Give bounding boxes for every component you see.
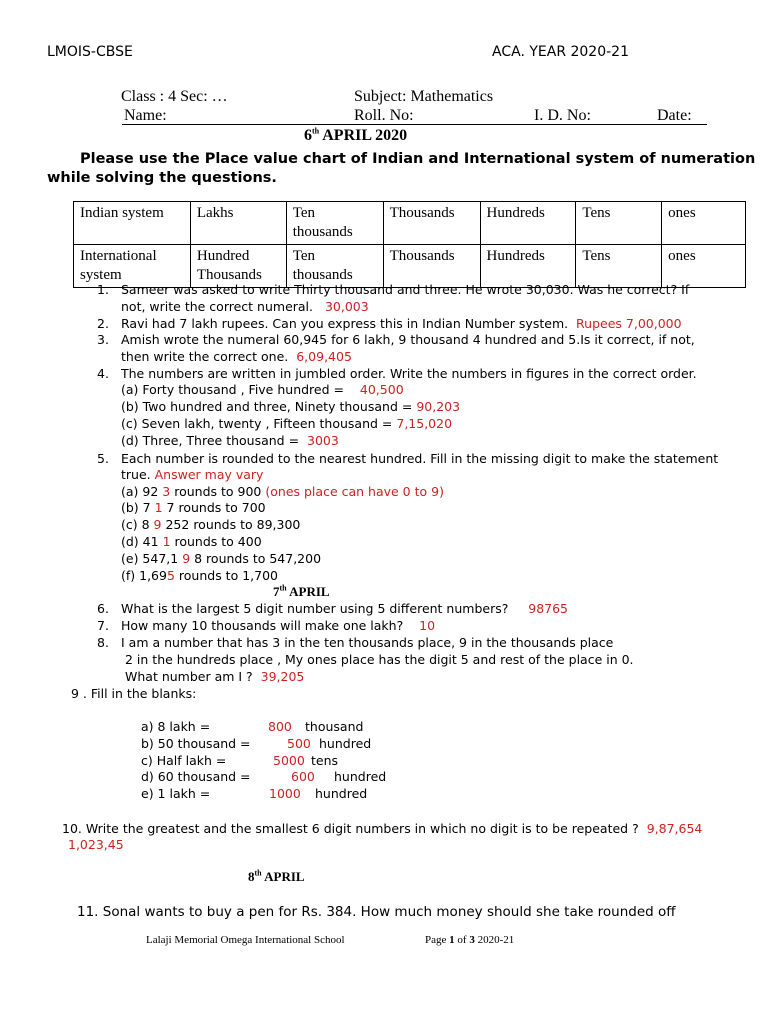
answer: 3003 bbox=[307, 433, 339, 448]
answer: 9 bbox=[153, 517, 162, 532]
footer-page-number: Page 1 of 3 2020-21 bbox=[425, 934, 515, 946]
roll-label: Roll. No: bbox=[354, 107, 414, 124]
answer: 9 bbox=[182, 551, 191, 566]
question-3-cont: then write the correct one. 6,09,405 bbox=[121, 349, 352, 364]
question-10: 10. Write the greatest and the smallest 6 digit numbers in which no digit is to be repeated ? 9,87,654 bbox=[62, 821, 703, 836]
answer: 98765 bbox=[528, 601, 569, 616]
question-2: 2. Ravi had 7 lakh rupees. Can you express this in Indian Number system. Rupees 7,00,000 bbox=[97, 316, 682, 331]
place-value-table bbox=[73, 201, 746, 288]
question-4c: (c) Seven lakh, twenty , Fifteen thousand = 7,15,020 bbox=[121, 416, 453, 431]
question-5e: (e) 547,1 9 8 rounds to 547,200 bbox=[121, 551, 322, 566]
table-cell: Tens bbox=[576, 202, 662, 245]
instruction-line-1: Please use the Place value chart of Indian and International system of numeration bbox=[80, 151, 756, 167]
table-cell: Thousands bbox=[383, 245, 480, 288]
question-6: 6. What is the largest 5 digit number using 5 different numbers? 98765 bbox=[97, 601, 569, 616]
answer: 6,09,405 bbox=[296, 349, 352, 364]
table-cell: Hundreds bbox=[480, 202, 576, 245]
question-7: 7. How many 10 thousands will make one lakh? 10 bbox=[97, 618, 436, 633]
question-11: 11. Sonal wants to buy a pen for Rs. 384. How much money should she take rounded off bbox=[77, 904, 676, 920]
question-5: 5. Each number is rounded to the nearest hundred. Fill in the missing digit to make the statement bbox=[97, 451, 719, 466]
question-5b: (b) 7 1 7 rounds to 700 bbox=[121, 500, 266, 515]
question-8-cont-2: What number am I ? 39,205 bbox=[125, 669, 305, 684]
answer: 1 bbox=[162, 534, 171, 549]
question-3: 3. Amish wrote the numeral 60,945 for 6 lakh, 9 thousand 4 hundred and 5.Is it correct, if not, bbox=[97, 332, 695, 347]
answer: 5000 bbox=[273, 753, 305, 768]
table-cell: International system bbox=[74, 245, 191, 288]
question-4b: (b) Two hundred and three, Ninety thousand = 90,203 bbox=[121, 399, 461, 414]
answer: 7,15,020 bbox=[396, 416, 453, 431]
table-row-indian bbox=[74, 202, 746, 245]
table-cell: ones bbox=[662, 245, 746, 288]
id-label: I. D. No: bbox=[534, 107, 591, 124]
question-9d: d) 60 thousand = 600 hundred bbox=[141, 769, 387, 784]
question-5-cont: true. Answer may vary bbox=[121, 467, 264, 482]
table-cell: Indian system bbox=[74, 202, 191, 245]
info-underline bbox=[122, 124, 707, 125]
answer: 30,003 bbox=[324, 299, 369, 314]
answer: 1 bbox=[154, 500, 163, 515]
school-code: LMOIS-CBSE bbox=[47, 44, 133, 60]
subject: Subject: Mathematics bbox=[354, 88, 494, 105]
table-cell: Thousands bbox=[383, 202, 480, 245]
answer: 5 bbox=[166, 568, 175, 583]
question-4: 4. The numbers are written in jumbled order. Write the numbers in figures in the correct order. bbox=[97, 366, 697, 381]
question-9: 9 . Fill in the blanks: bbox=[71, 686, 197, 701]
table-cell: Hundred Thousands bbox=[190, 245, 286, 288]
name-label: Name: bbox=[124, 107, 167, 124]
table-cell: Lakhs bbox=[190, 202, 286, 245]
answer: 90,203 bbox=[416, 399, 461, 414]
section-heading-7th-april: 7th APRIL bbox=[273, 583, 330, 599]
section-heading-8th-april: 8th APRIL bbox=[248, 868, 305, 884]
question-4a: (a) Forty thousand , Five hundred = 40,500 bbox=[121, 382, 404, 397]
answer-note: Answer may vary bbox=[154, 467, 264, 482]
footer-school-name: Lalaji Memorial Omega International School bbox=[146, 934, 345, 946]
question-10-answer-2: 1,023,45 bbox=[68, 837, 124, 852]
question-9a: a) 8 lakh = 800 thousand bbox=[141, 719, 364, 734]
answer: 10 bbox=[419, 618, 436, 633]
instruction-line-2: while solving the questions. bbox=[47, 170, 277, 186]
question-1-cont: not, write the correct numeral. 30,003 bbox=[121, 299, 369, 314]
question-5c: (c) 8 9 252 rounds to 89,300 bbox=[121, 517, 301, 532]
question-1: 1. Sameer was asked to write Thirty thousand and three. He wrote 30,030. Was he correct? If bbox=[97, 282, 690, 297]
table-cell: Tens bbox=[576, 245, 662, 288]
table-cell: Ten thousands bbox=[286, 245, 383, 288]
answer: 9,87,654 bbox=[646, 821, 703, 836]
question-8-cont-1: 2 in the hundreds place , My ones place has the digit 5 and rest of the place in 0. bbox=[125, 652, 634, 667]
question-5d: (d) 41 1 rounds to 400 bbox=[121, 534, 262, 549]
class-section: Class : 4 Sec: … bbox=[121, 88, 228, 105]
question-5a: (a) 92 3 rounds to 900 (ones place can have 0 to 9) bbox=[121, 484, 444, 499]
answer: 1000 bbox=[269, 786, 301, 801]
answer: 800 bbox=[268, 719, 292, 734]
answer: 500 bbox=[287, 736, 311, 751]
question-8: 8. I am a number that has 3 in the ten thousands place, 9 in the thousands place bbox=[97, 635, 614, 650]
table-cell: Ten thousands bbox=[286, 202, 383, 245]
answer: 3 bbox=[162, 484, 171, 499]
answer-note: (ones place can have 0 to 9) bbox=[265, 484, 444, 499]
page-title: 6th APRIL 2020 bbox=[304, 126, 408, 144]
question-5f: (f) 1,695 rounds to 1,700 bbox=[121, 568, 278, 583]
question-9c: c) Half lakh = 5000 tens bbox=[141, 753, 339, 768]
date-label: Date: bbox=[657, 107, 692, 124]
question-9b: b) 50 thousand = 500 hundred bbox=[141, 736, 372, 751]
question-4d: (d) Three, Three thousand = 3003 bbox=[121, 433, 339, 448]
question-9e: e) 1 lakh = 1000 hundred bbox=[141, 786, 368, 801]
answer: Rupees 7,00,000 bbox=[576, 316, 682, 331]
answer: 40,500 bbox=[359, 382, 404, 397]
answer: 39,205 bbox=[260, 669, 305, 684]
table-cell: ones bbox=[662, 202, 746, 245]
answer: 600 bbox=[291, 769, 315, 784]
academic-year: ACA. YEAR 2020-21 bbox=[492, 44, 629, 60]
table-cell: Hundreds bbox=[480, 245, 576, 288]
